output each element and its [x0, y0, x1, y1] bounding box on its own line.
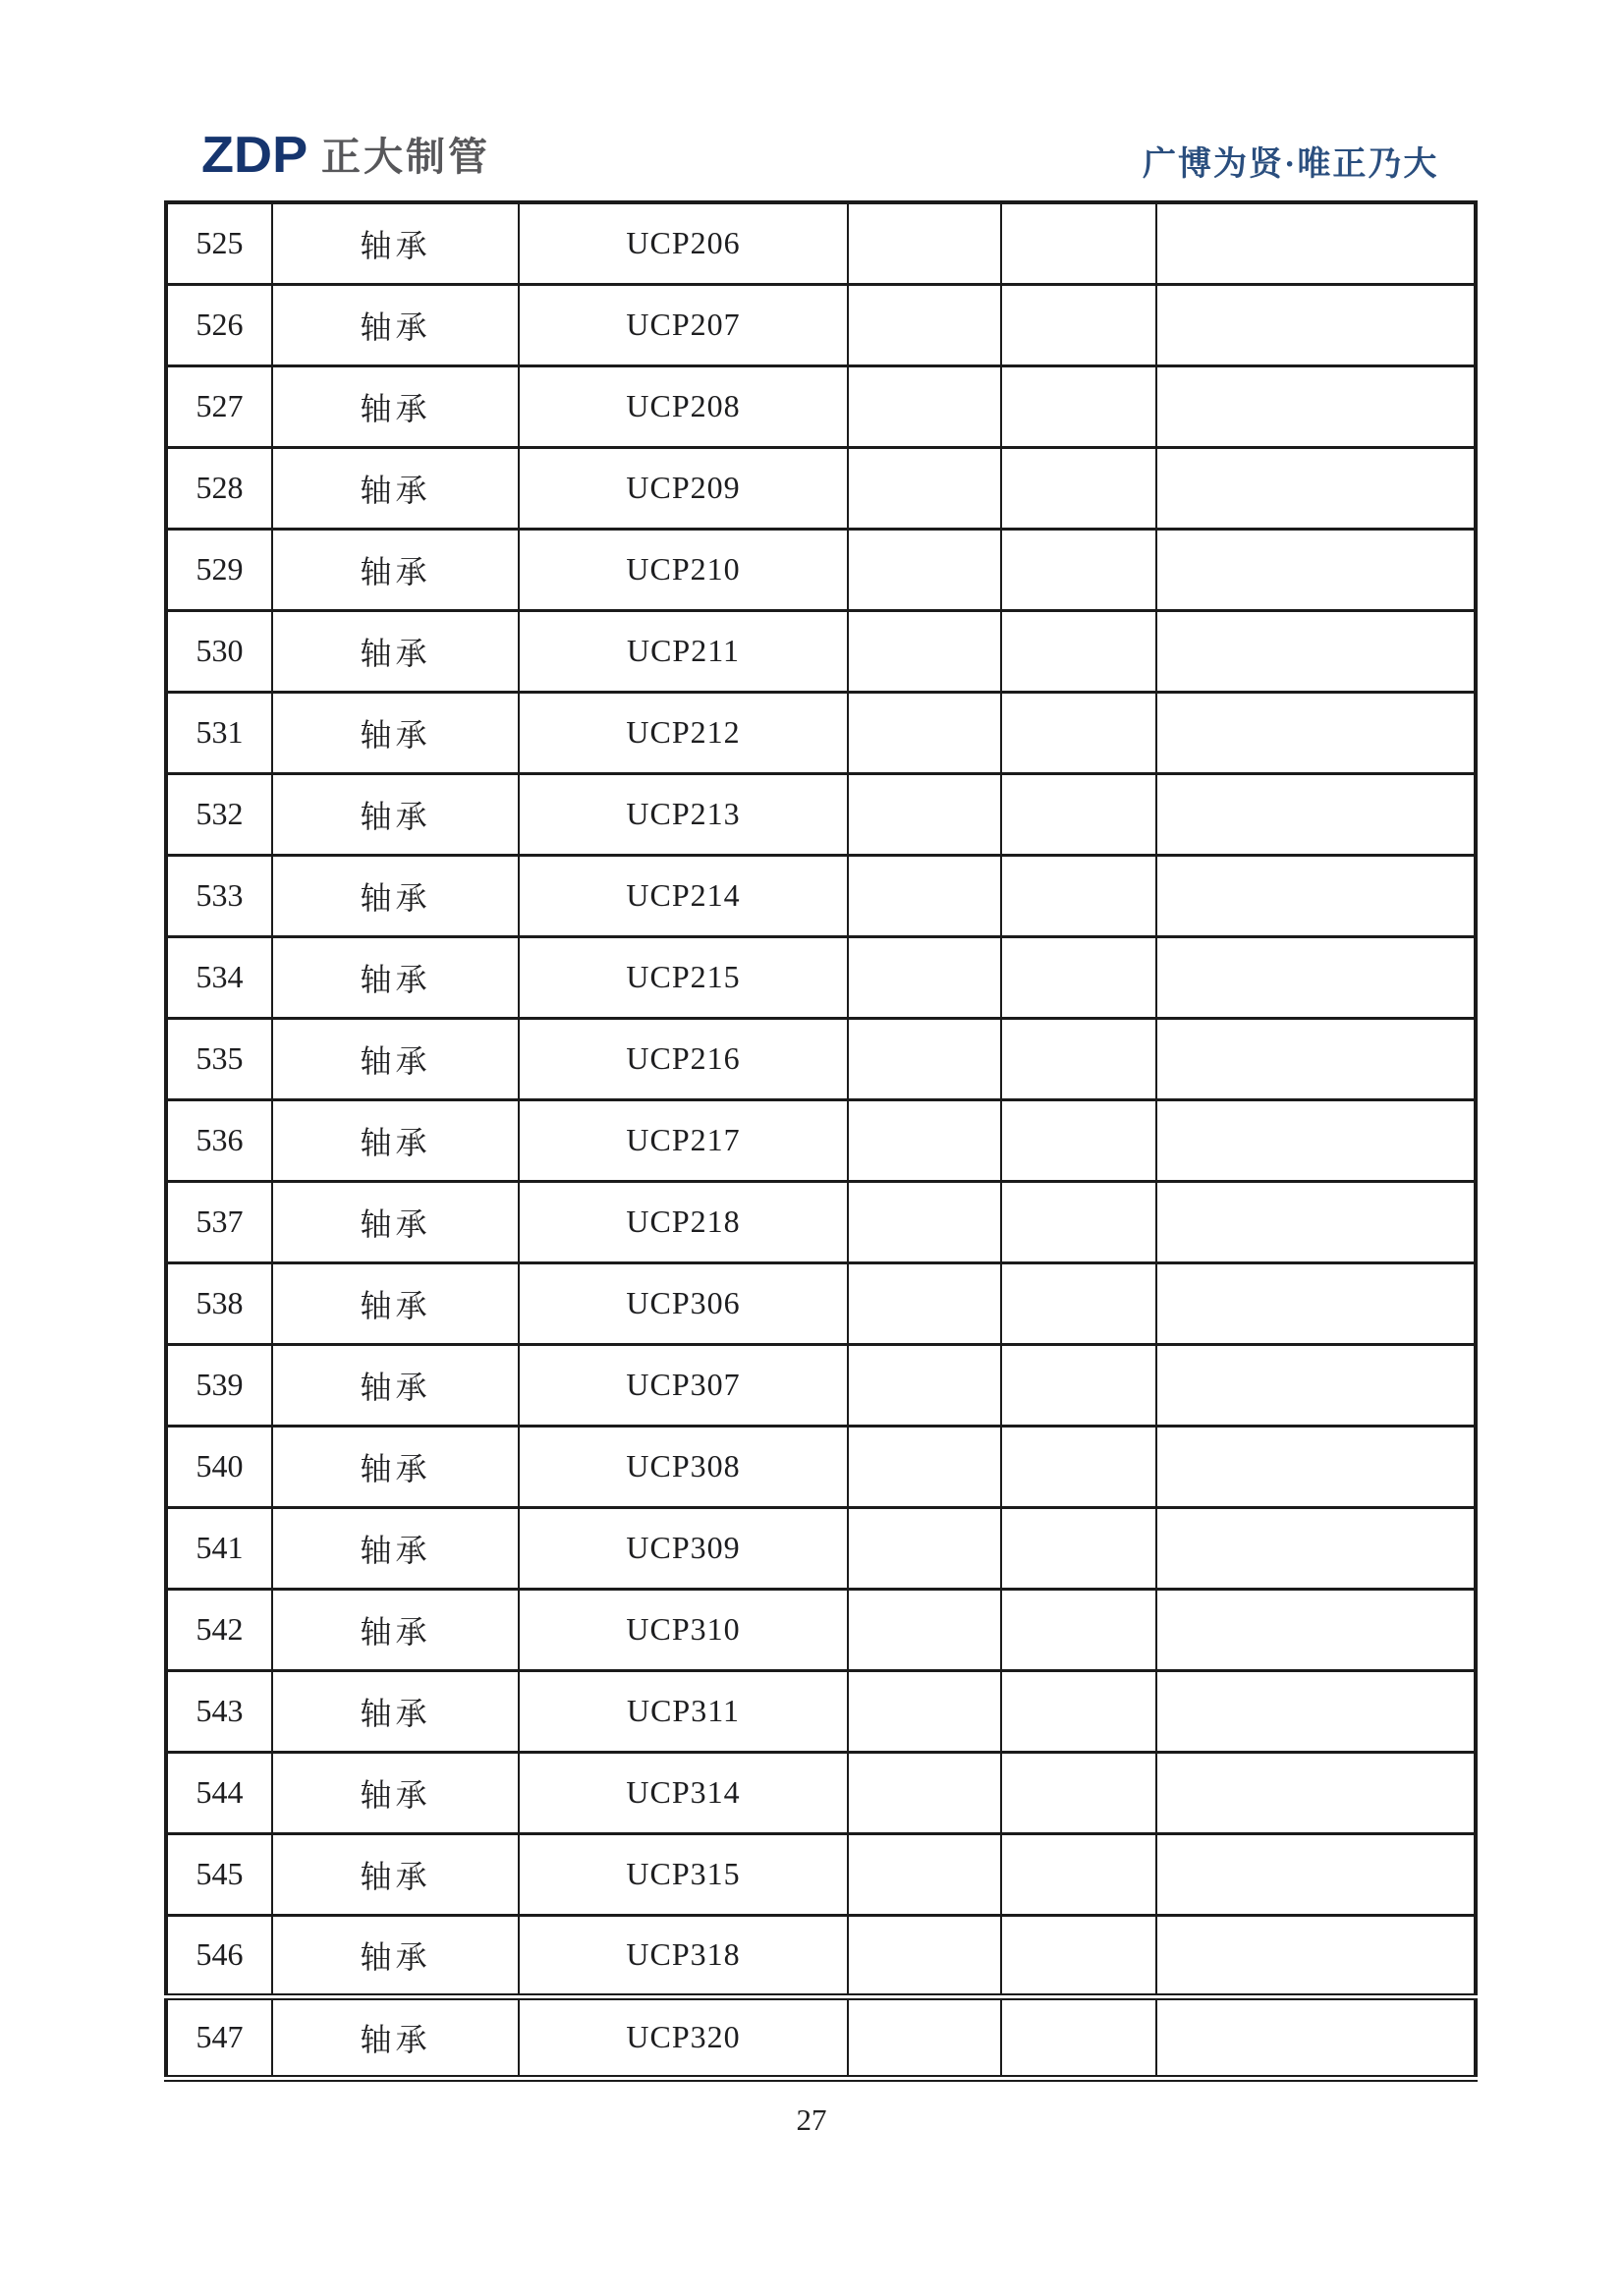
empty-cell-1 [848, 1833, 1001, 1915]
part-spec-cell: UCP318 [519, 1915, 848, 1996]
empty-cell-2 [1001, 284, 1156, 365]
empty-cell-3 [1156, 1833, 1476, 1915]
row-number-cell: 542 [166, 1589, 272, 1670]
part-name-cell: 轴承 [272, 1018, 519, 1099]
empty-cell-1 [848, 284, 1001, 365]
table-row [166, 1833, 1476, 1915]
empty-cell-3 [1156, 1181, 1476, 1262]
part-spec-cell: UCP306 [519, 1262, 848, 1344]
part-name-cell: 轴承 [272, 1915, 519, 1996]
logo-company-name: 正大制管 [321, 136, 490, 179]
table-row [166, 1344, 1476, 1426]
table-row [166, 692, 1476, 773]
empty-cell-2 [1001, 365, 1156, 447]
part-name-cell: 轴承 [272, 692, 519, 773]
row-number-cell: 531 [166, 692, 272, 773]
row-number-cell: 545 [166, 1833, 272, 1915]
part-spec-cell: UCP307 [519, 1344, 848, 1426]
empty-cell-1 [848, 447, 1001, 529]
table-row [166, 773, 1476, 855]
part-spec-cell: UCP314 [519, 1752, 848, 1833]
empty-cell-3 [1156, 1589, 1476, 1670]
row-number-cell: 539 [166, 1344, 272, 1426]
empty-cell-2 [1001, 855, 1156, 936]
empty-cell-3 [1156, 773, 1476, 855]
empty-cell-2 [1001, 692, 1156, 773]
part-name-cell: 轴承 [272, 1996, 519, 2078]
row-number-cell: 532 [166, 773, 272, 855]
table-row [166, 1099, 1476, 1181]
part-name-cell: 轴承 [272, 365, 519, 447]
empty-cell-3 [1156, 202, 1476, 284]
table-row [166, 365, 1476, 447]
part-spec-cell: UCP213 [519, 773, 848, 855]
part-name-cell: 轴承 [272, 610, 519, 692]
empty-cell-3 [1156, 1507, 1476, 1589]
table-row [166, 1752, 1476, 1833]
empty-cell-2 [1001, 773, 1156, 855]
empty-cell-1 [848, 1915, 1001, 1996]
empty-cell-3 [1156, 692, 1476, 773]
empty-cell-2 [1001, 1915, 1156, 1996]
part-name-cell: 轴承 [272, 284, 519, 365]
empty-cell-3 [1156, 1752, 1476, 1833]
table-row [166, 529, 1476, 610]
empty-cell-2 [1001, 1181, 1156, 1262]
row-number-cell: 537 [166, 1181, 272, 1262]
part-name-cell: 轴承 [272, 447, 519, 529]
empty-cell-2 [1001, 1507, 1156, 1589]
part-spec-cell: UCP217 [519, 1099, 848, 1181]
table-row [166, 1915, 1476, 1996]
part-name-cell: 轴承 [272, 1181, 519, 1262]
empty-cell-1 [848, 1344, 1001, 1426]
part-spec-cell: UCP311 [519, 1670, 848, 1752]
row-number-cell: 528 [166, 447, 272, 529]
empty-cell-1 [848, 1018, 1001, 1099]
row-number-cell: 534 [166, 936, 272, 1018]
row-number-cell: 541 [166, 1507, 272, 1589]
empty-cell-2 [1001, 1752, 1156, 1833]
empty-cell-1 [848, 529, 1001, 610]
row-number-cell: 527 [166, 365, 272, 447]
table-row [166, 936, 1476, 1018]
table-row [166, 610, 1476, 692]
table-row [166, 1262, 1476, 1344]
part-spec-cell: UCP216 [519, 1018, 848, 1099]
empty-cell-2 [1001, 1589, 1156, 1670]
row-number-cell: 530 [166, 610, 272, 692]
empty-cell-1 [848, 1507, 1001, 1589]
part-name-cell: 轴承 [272, 773, 519, 855]
part-name-cell: 轴承 [272, 202, 519, 284]
empty-cell-3 [1156, 1344, 1476, 1426]
row-number-cell: 535 [166, 1018, 272, 1099]
part-name-cell: 轴承 [272, 936, 519, 1018]
part-spec-cell: UCP208 [519, 365, 848, 447]
empty-cell-1 [848, 855, 1001, 936]
parts-table-body [166, 202, 1476, 2078]
row-number-cell: 543 [166, 1670, 272, 1752]
empty-cell-3 [1156, 936, 1476, 1018]
empty-cell-2 [1001, 1426, 1156, 1507]
part-name-cell: 轴承 [272, 1670, 519, 1752]
row-number-cell: 533 [166, 855, 272, 936]
table-row [166, 855, 1476, 936]
part-name-cell: 轴承 [272, 1426, 519, 1507]
empty-cell-2 [1001, 1670, 1156, 1752]
table-row [166, 1670, 1476, 1752]
empty-cell-1 [848, 202, 1001, 284]
part-spec-cell: UCP309 [519, 1507, 848, 1589]
empty-cell-1 [848, 365, 1001, 447]
row-number-cell: 525 [166, 202, 272, 284]
row-number-cell: 538 [166, 1262, 272, 1344]
part-spec-cell: UCP315 [519, 1833, 848, 1915]
empty-cell-1 [848, 1099, 1001, 1181]
parts-table [164, 200, 1478, 2082]
empty-cell-1 [848, 1589, 1001, 1670]
empty-cell-2 [1001, 936, 1156, 1018]
empty-cell-3 [1156, 855, 1476, 936]
part-spec-cell: UCP210 [519, 529, 848, 610]
table-row [166, 1589, 1476, 1670]
table-row [166, 284, 1476, 365]
row-number-cell: 536 [166, 1099, 272, 1181]
empty-cell-1 [848, 936, 1001, 1018]
part-spec-cell: UCP214 [519, 855, 848, 936]
part-name-cell: 轴承 [272, 529, 519, 610]
empty-cell-2 [1001, 1996, 1156, 2078]
row-number-cell: 529 [166, 529, 272, 610]
empty-cell-1 [848, 1181, 1001, 1262]
table-row [166, 1181, 1476, 1262]
empty-cell-2 [1001, 1262, 1156, 1344]
page-header [0, 0, 1623, 196]
empty-cell-3 [1156, 365, 1476, 447]
empty-cell-1 [848, 1752, 1001, 1833]
empty-cell-3 [1156, 1670, 1476, 1752]
page-number: 27 [796, 2102, 827, 2137]
part-spec-cell: UCP215 [519, 936, 848, 1018]
empty-cell-3 [1156, 1099, 1476, 1181]
empty-cell-1 [848, 1426, 1001, 1507]
table-row [166, 202, 1476, 284]
empty-cell-2 [1001, 529, 1156, 610]
part-spec-cell: UCP207 [519, 284, 848, 365]
row-number-cell: 526 [166, 284, 272, 365]
row-number-cell: 547 [166, 1996, 272, 2078]
part-name-cell: 轴承 [272, 1833, 519, 1915]
empty-cell-2 [1001, 610, 1156, 692]
empty-cell-3 [1156, 1018, 1476, 1099]
part-name-cell: 轴承 [272, 1507, 519, 1589]
part-name-cell: 轴承 [272, 855, 519, 936]
part-spec-cell: UCP209 [519, 447, 848, 529]
empty-cell-1 [848, 1262, 1001, 1344]
row-number-cell: 546 [166, 1915, 272, 1996]
part-spec-cell: UCP308 [519, 1426, 848, 1507]
part-name-cell: 轴承 [272, 1262, 519, 1344]
empty-cell-3 [1156, 529, 1476, 610]
empty-cell-2 [1001, 447, 1156, 529]
empty-cell-3 [1156, 1996, 1476, 2078]
part-spec-cell: UCP218 [519, 1181, 848, 1262]
empty-cell-2 [1001, 1344, 1156, 1426]
company-logo [201, 127, 490, 184]
empty-cell-3 [1156, 284, 1476, 365]
empty-cell-2 [1001, 1833, 1156, 1915]
empty-cell-2 [1001, 1099, 1156, 1181]
table-row [166, 1018, 1476, 1099]
logo-zdp-text: ZDP [201, 127, 308, 184]
empty-cell-3 [1156, 1426, 1476, 1507]
part-spec-cell: UCP211 [519, 610, 848, 692]
empty-cell-2 [1001, 202, 1156, 284]
part-name-cell: 轴承 [272, 1589, 519, 1670]
empty-cell-1 [848, 610, 1001, 692]
part-spec-cell: UCP320 [519, 1996, 848, 2078]
empty-cell-1 [848, 773, 1001, 855]
part-name-cell: 轴承 [272, 1099, 519, 1181]
empty-cell-3 [1156, 1915, 1476, 1996]
part-name-cell: 轴承 [272, 1344, 519, 1426]
empty-cell-2 [1001, 1018, 1156, 1099]
empty-cell-1 [848, 1670, 1001, 1752]
table-row [166, 1426, 1476, 1507]
table-row [166, 447, 1476, 529]
table-row [166, 1996, 1476, 2078]
empty-cell-3 [1156, 447, 1476, 529]
empty-cell-1 [848, 1996, 1001, 2078]
header-slogan: 广博为贤·唯正乃大 [1143, 146, 1439, 183]
part-name-cell: 轴承 [272, 1752, 519, 1833]
row-number-cell: 540 [166, 1426, 272, 1507]
empty-cell-3 [1156, 1262, 1476, 1344]
table-row [166, 1507, 1476, 1589]
row-number-cell: 544 [166, 1752, 272, 1833]
empty-cell-1 [848, 692, 1001, 773]
part-spec-cell: UCP206 [519, 202, 848, 284]
part-spec-cell: UCP310 [519, 1589, 848, 1670]
empty-cell-3 [1156, 610, 1476, 692]
part-spec-cell: UCP212 [519, 692, 848, 773]
